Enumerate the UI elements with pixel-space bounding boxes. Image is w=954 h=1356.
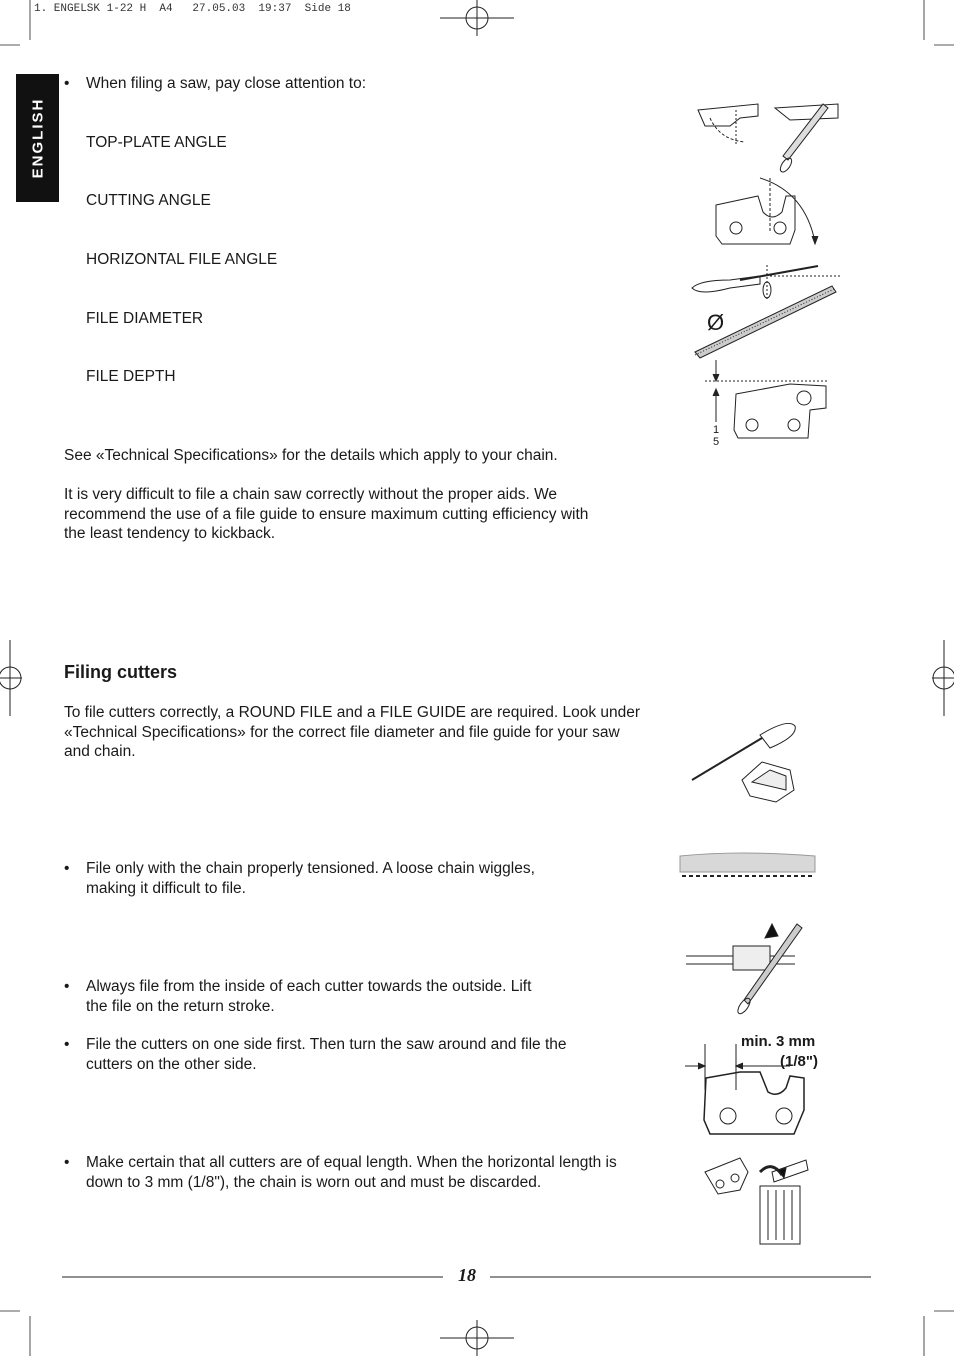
see-specs-text: See «Technical Specifications» for the details which apply to your chain. xyxy=(64,447,558,464)
depth-marker-bottom: 5 xyxy=(713,436,720,448)
file-direction-figure xyxy=(686,924,802,1016)
list-item-top-plate-angle: TOP-PLATE ANGLE xyxy=(86,134,227,151)
file-and-guide-figure xyxy=(692,723,795,802)
minimum-length-figure xyxy=(685,1044,804,1134)
registration-mark-left xyxy=(0,640,22,716)
aids-paragraph: It is very difficult to file a chain saw correctly without the proper aids. We recommend the use of a file guide to ensure maximum cutting efficiency with the least tendency to kickback. xyxy=(64,486,589,542)
registration-mark-right xyxy=(932,640,954,716)
depth-marker-top: 1 xyxy=(713,424,720,436)
list-item-file-depth: FILE DEPTH xyxy=(86,368,176,385)
registration-mark-top xyxy=(440,0,514,36)
file-depth-figure xyxy=(705,360,828,438)
bullet-tension: • File only with the chain properly tensioned. A loose chain wiggles, making it difficult to file. xyxy=(86,859,586,898)
language-tab-label: ENGLISH xyxy=(29,97,46,179)
section-title: Filing cutters xyxy=(64,662,178,682)
list-item-cutting-angle: CUTTING ANGLE xyxy=(86,192,211,209)
cutting-angle-figure xyxy=(716,178,818,244)
registration-mark-bottom xyxy=(440,1320,514,1356)
bullet-one-side-first: • File the cutters on one side first. Then turn the saw around and file the cutters on the other side. xyxy=(86,1035,616,1074)
list-item-file-diameter: FILE DIAMETER xyxy=(86,310,204,327)
filing-intro-paragraph: To file cutters correctly, a ROUND FILE and a FILE GUIDE are required. Look under «Technical Specifications» for the correct file diameter and file guide for your saw and chain. xyxy=(64,704,641,760)
discard-chain-figure xyxy=(705,1158,808,1244)
top-plate-angle-figure xyxy=(698,104,838,174)
print-slug: 1. ENGELSK 1-22 H A4 27.05.03 19:37 Side 18 xyxy=(34,3,351,15)
min-length-label: min. 3 mm xyxy=(741,1033,816,1050)
list-item-horizontal-file-angle: HORIZONTAL FILE ANGLE xyxy=(86,251,278,268)
diameter-symbol-label: Ø xyxy=(707,310,725,335)
min-length-inch-label: (1/8") xyxy=(780,1053,818,1070)
intro-bullet: • When filing a saw, pay close attention to: xyxy=(86,74,366,94)
bullet-equal-length: • Make certain that all cutters are of equal length. When the horizontal length is down to 3 mm (1/8"), the chain is worn out and must be discarded. xyxy=(86,1153,646,1192)
page-number: 18 xyxy=(458,1265,476,1285)
bullet-inside-out: • Always file from the inside of each cutter towards the outside. Lift the file on the return stroke. xyxy=(86,977,556,1016)
chain-on-bar-figure xyxy=(680,853,815,876)
